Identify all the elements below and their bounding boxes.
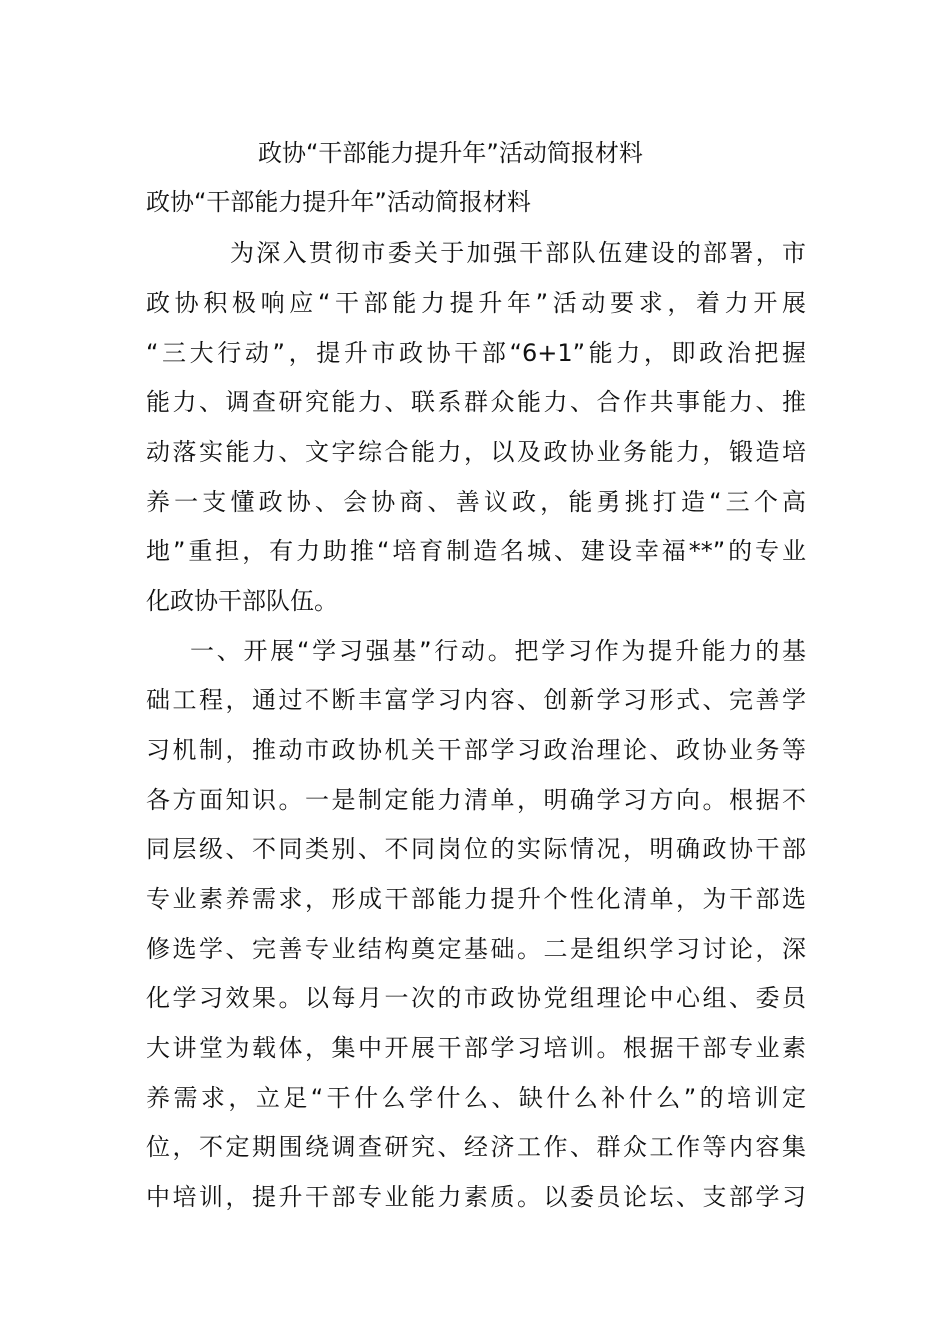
- document-title: 政协“干部能力提升年”活动简报材料: [258, 139, 643, 167]
- paragraph-1-line-3: “三大行动”，提升市政协干部“6+1”能力，即政治把握: [146, 339, 806, 367]
- paragraph-2-line-12: 中培训，提升干部专业能力素质。以委员论坛、支部学习: [146, 1183, 806, 1211]
- paragraph-2-line-3: 习机制，推动市政协机关干部学习政治理论、政协业务等: [146, 736, 806, 764]
- paragraph-2-line-4: 各方面知识。一是制定能力清单，明确学习方向。根据不: [146, 786, 806, 814]
- paragraph-2-line-1: 一、开展“学习强基”行动。把学习作为提升能力的基: [190, 637, 806, 665]
- paragraph-1-line-2: 政协积极响应“干部能力提升年”活动要求，着力开展: [146, 289, 806, 317]
- paragraph-2-line-8: 化学习效果。以每月一次的市政协党组理论中心组、委员: [146, 984, 806, 1012]
- paragraph-1-line-1: 为深入贯彻市委关于加强干部队伍建设的部署，市: [230, 239, 806, 267]
- paragraph-1-line-4: 能力、调查研究能力、联系群众能力、合作共事能力、推: [146, 388, 806, 416]
- paragraph-2-line-11: 位，不定期围绕调查研究、经济工作、群众工作等内容集: [146, 1133, 806, 1161]
- paragraph-2-line-9: 大讲堂为载体，集中开展干部学习培训。根据干部专业素: [146, 1034, 806, 1062]
- paragraph-1-line-8: 化政协干部队伍。: [146, 587, 338, 615]
- paragraph-1-line-6: 养一支懂政协、会协商、善议政，能勇挑打造“三个高: [146, 488, 806, 516]
- paragraph-2-line-10: 养需求，立足“干什么学什么、缺什么补什么”的培训定: [146, 1084, 806, 1112]
- paragraph-2-line-6: 专业素养需求，形成干部能力提升个性化清单，为干部选: [146, 885, 806, 913]
- paragraph-2-line-2: 础工程，通过不断丰富学习内容、创新学习形式、完善学: [146, 686, 806, 714]
- paragraph-1-line-7: 地”重担，有力助推“培育制造名城、建设幸福**”的专业: [146, 537, 806, 565]
- document-subtitle: 政协“干部能力提升年”活动简报材料: [146, 188, 531, 216]
- paragraph-2-line-7: 修选学、完善专业结构奠定基础。二是组织学习讨论，深: [146, 935, 806, 963]
- paragraph-1-line-5: 动落实能力、文字综合能力，以及政协业务能力，锻造培: [146, 438, 806, 466]
- paragraph-2-line-5: 同层级、不同类别、不同岗位的实际情况，明确政协干部: [146, 835, 806, 863]
